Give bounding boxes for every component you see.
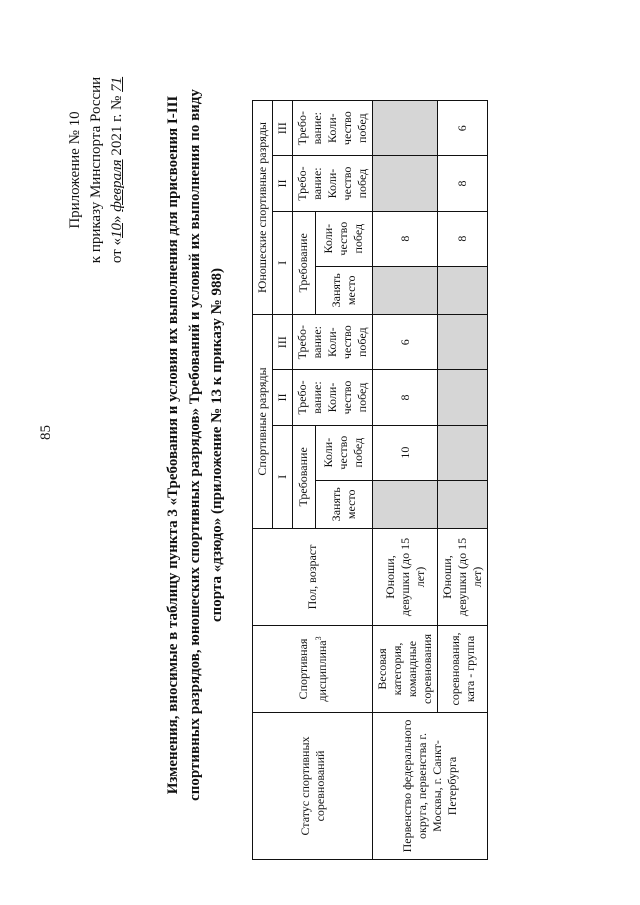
cell-sport-wins-3 — [438, 315, 488, 370]
header-sport-wins-1: Коли-чество побед — [315, 425, 372, 480]
rotated-page — [30, 10, 610, 880]
cell-youth-wins-2: 8 — [438, 156, 488, 211]
approval-line2: к приказу Минспорта России — [88, 76, 104, 264]
wins-count-label: Коли-чество побед — [325, 325, 369, 360]
date-number: 71 — [109, 76, 125, 92]
document-title — [162, 20, 228, 870]
cell-shaded — [438, 480, 488, 528]
header-youth-req-1: Требование — [293, 211, 316, 314]
header-discipline — [253, 626, 373, 713]
header-youth-take-place: Занять место — [315, 266, 372, 314]
header-discipline-sup: 3 — [313, 636, 323, 641]
row-discipline: соревнования, ката - группа — [438, 626, 488, 713]
req-short-label: Требо-вание: — [295, 380, 324, 415]
cell-sport-wins-2: 8 — [373, 370, 438, 425]
header-sport-req-1: Требование — [293, 425, 316, 528]
cell-shaded — [438, 266, 488, 314]
cell-sport-wins-1: 10 — [373, 425, 438, 480]
row-sex-age: Юноши, девушки (до 15 лет) — [373, 529, 438, 626]
date-prefix: от « — [109, 238, 125, 264]
title-line2: спортивных разрядов, юношеских спортивных разрядов» Требований и условий их выполнения по виду — [187, 89, 203, 801]
cell-sport-wins-2 — [438, 370, 488, 425]
header-sport-take-place: Занять место — [315, 480, 372, 528]
wins-count-label: Коли-чество побед — [325, 111, 369, 146]
header-youth-rank-3: III — [273, 101, 293, 156]
header-youth-ranks: Юношеские спортивные разряды — [253, 101, 273, 315]
approval-date — [107, 20, 128, 320]
req-short-label: Требо-вание: — [295, 325, 324, 360]
wins-count-label: Коли-чество побед — [325, 166, 369, 201]
header-youth-rank-1: I — [273, 211, 293, 314]
date-day: 10 — [109, 223, 125, 239]
table-row — [373, 101, 438, 860]
approval-block — [65, 20, 128, 320]
header-sport-ranks: Спортивные разряды — [253, 315, 273, 529]
page-number: 85 — [38, 425, 54, 440]
title-line1: Изменения, вносимые в таблицу пункта 3 «Требования и условия их выполнения для присвоения I-III — [165, 95, 181, 795]
header-sport-rank-2: II — [273, 370, 293, 425]
req-short-label: Требо-вание: — [295, 111, 324, 146]
requirements-table — [252, 100, 488, 860]
header-sport-req-3 — [293, 315, 373, 370]
cell-shaded — [373, 480, 438, 528]
cell-youth-wins-3 — [373, 101, 438, 156]
date-year: 2021 г. № — [109, 95, 125, 156]
header-youth-wins-1: Коли-чество побед — [315, 211, 372, 266]
cell-shaded — [373, 266, 438, 314]
req-short-label: Требо-вание: — [295, 166, 324, 201]
header-youth-rank-2: II — [273, 156, 293, 211]
header-youth-req-2 — [293, 156, 373, 211]
row-status: Первенство федерального округа, первенства г. Москвы, г. Санкт-Петербурга — [373, 713, 488, 860]
cell-sport-wins-1 — [438, 425, 488, 480]
cell-youth-wins-2 — [373, 156, 438, 211]
header-youth-req-3 — [293, 101, 373, 156]
date-month: февраля — [109, 159, 125, 212]
header-status: Статус спортивных соревнований — [253, 713, 373, 860]
wins-count-label: Коли-чество побед — [325, 380, 369, 415]
header-sport-req-2 — [293, 370, 373, 425]
date-mid: » — [109, 215, 125, 224]
cell-youth-wins-1: 8 — [373, 211, 438, 266]
title-line3: спорта «дзюдо» (приложение № 13 к приказу № 988) — [209, 268, 225, 622]
header-sex-age: Пол, возраст — [253, 529, 373, 626]
header-discipline-label: Спортивная дисциплина — [295, 638, 329, 702]
header-sport-rank-3: III — [273, 315, 293, 370]
approval-line1: Приложение № 10 — [67, 111, 83, 229]
cell-sport-wins-3: 6 — [373, 315, 438, 370]
row-sex-age: Юноши, девушки (до 15 лет) — [438, 529, 488, 626]
cell-youth-wins-1: 8 — [438, 211, 488, 266]
row-discipline: Весовая категория, командные соревнования — [373, 626, 438, 713]
header-sport-rank-1: I — [273, 425, 293, 528]
cell-youth-wins-3: 6 — [438, 101, 488, 156]
